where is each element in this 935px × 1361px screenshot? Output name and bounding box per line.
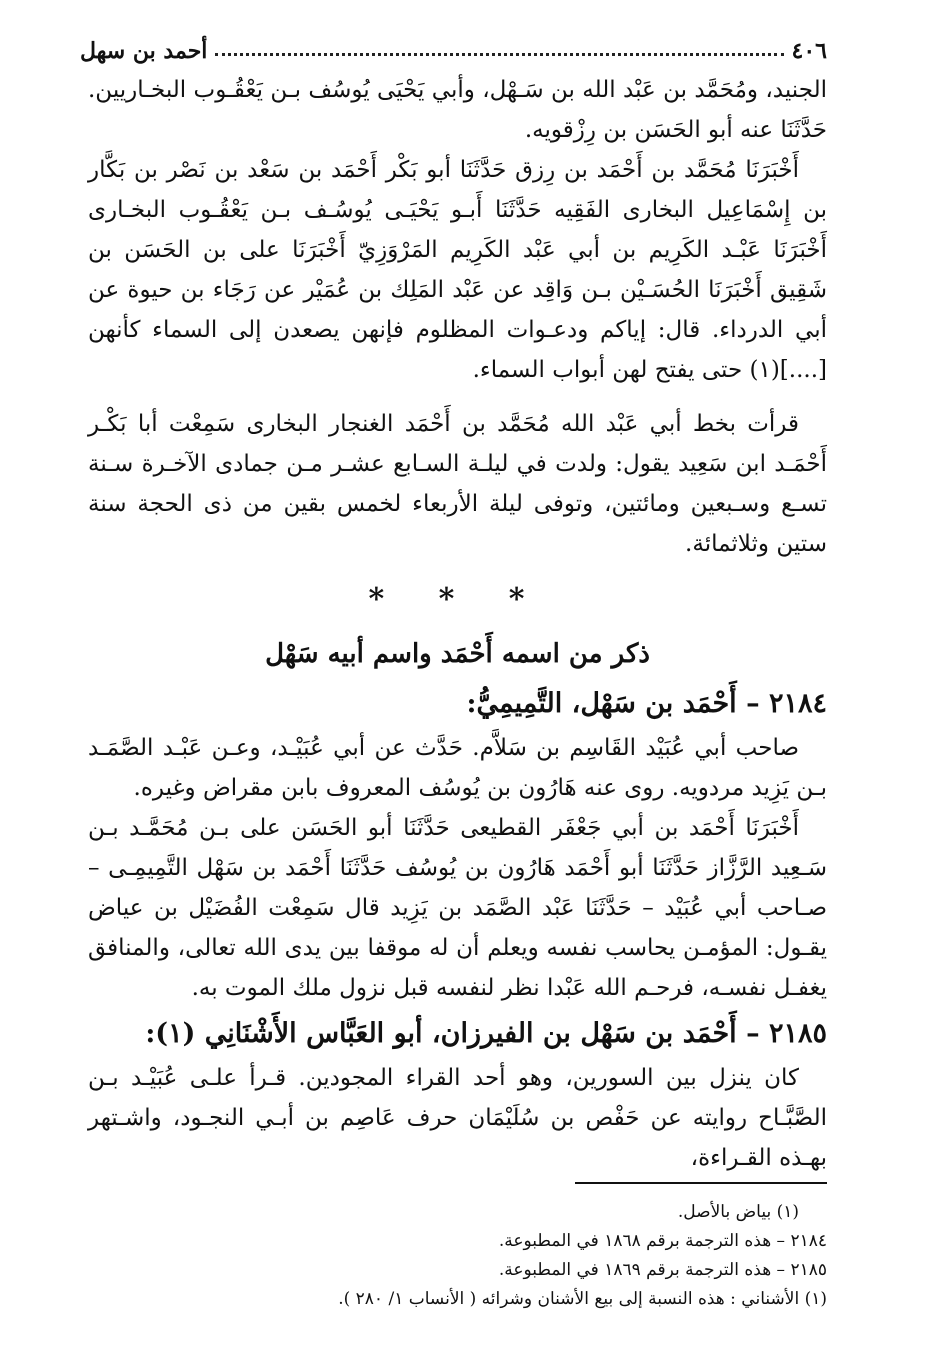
paragraph: أَخْبَرَنَا أَحْمَد بن أبي جَعْفَر القطيعى حَدَّثَنَا أبو الحَسَن على بـن مُحَمَّـد بـن سَـعِيد الرَّزَّاز حَدَّثَنَا أبو أَحْمَد هَارُون بن يُوسُف حَدَّثَنَا أَحْمَد بن سَهْل التَّمِيمِـى – صـاحب أبي عُبَيْد – حَدَّثَنَا عَبْد الصَّمَد بن يَزِيد قال سَمِعْت الفُضَيْل بن عياض يقـول: المؤمـن يحاسب نفسه ويعلم أن له موقفا بين يدى الله تعالى، والمنافق يغفـل نفسـه، فرحـم الله عَبْدا نظر لنفسه قبل نزول ملك الموت به. xyxy=(88,815,827,1001)
paragraph: كان ينزل بين السورين، وهو أحد القراء المجودين. قـرأ علـى عُبَيْـد بـن الصَّبَّـاح روايته عن حَفْص بن سُلَيْمَان حرف عَاصِم بن أبـي النجـود، واشـتهر بهـذه القـراءة، xyxy=(88,1065,827,1171)
page-number: ٤٠٦ xyxy=(791,38,827,64)
paragraph: الجنيد، ومُحَمَّد بن عَبْد الله بن سَـهْل، وأبي يَحْيَى يُوسُف بـن يَعْقُـوب البخـاريين. حَدَّثَنَا عنه أبو الحَسَن بن رِزْقويه. xyxy=(88,77,827,143)
header-dot-leader xyxy=(215,53,783,56)
footnote: (١) بياض بالأصل. xyxy=(677,1202,799,1222)
entry-heading-2184: ٢١٨٤ – أَحْمَد بن سَهْل، التَّمِيمِيُّ: xyxy=(466,688,827,719)
paragraph: صاحب أبي عُبَيْد القَاسِم بن سَلاَّم. حَدَّث عن أبي عُبَيْـد، وعـن عَبْـد الصَّمَـد بـن يَزِيد مردويه. روى عنه هَارُون بن يُوسُف المعروف بابن مقراض وغيره. xyxy=(88,735,827,801)
running-title: أحمد بن سهل xyxy=(80,38,208,64)
page-header xyxy=(80,30,827,64)
footnote: (١) الأشناني : هذه النسبة إلى بيع الأشنان وشرائه ( الأنساب ١/ ٢٨٠ ). xyxy=(338,1289,827,1309)
section-divider-stars: * * * xyxy=(368,582,547,617)
footnote-separator xyxy=(575,1182,827,1184)
footnotes xyxy=(300,1198,827,1314)
entry-heading-2185: ٢١٨٥ – أَحْمَد بن سَهْل بن الفيرزان، أبو العَبَّاس الأَشْنَانِي (١): xyxy=(145,1018,827,1049)
main-text xyxy=(88,70,827,1178)
footnote: ٢١٨٤ – هذه الترجمة برقم ١٨٦٨ في المطبوعة. xyxy=(498,1231,827,1251)
footnote: ٢١٨٥ – هذه الترجمة برقم ١٨٦٩ في المطبوعة. xyxy=(498,1260,827,1280)
paragraph: قرأت بخط أبي عَبْد الله مُحَمَّد بن أَحْمَد الغنجار البخارى سَمِعْت أبا بَكْـر أَحْمَـد ابن سَعِيد يقول: ولدت في ليلـة السـابع عشـر مـن جمادى الآخـرة سـنة تسـع وسـبعين ومائتين، وتوفى ليلة الأربعاء لخمس بقين من ذى الحجة سنة ستين وثلاثمائة. xyxy=(88,411,827,557)
paragraph: أَخْبَرَنَا مُحَمَّد بن أَحْمَد بن رِزق حَدَّثَنَا أبو بَكْر أَحْمَد بن سَعْد بن نَصْر بن بَكَّار بن إِسْمَاعِيل البخارى الفَقِيه حَدَّثَنَا أَبـو يَحْيَـى يُوسُـف بـن يَعْقُـوب البخـارى أَخْبَرَنَا عَبْـد الكَرِيم بن أبي عَبْد الكَرِيم المَرْوَزِيّ أَخْبَرَنَا على بن الحَسَن بن شَقِيق أَخْبَرَنَا الحُسَـيْن بـن وَاقِد عن عَبْد المَلِك بن عُمَيْر عن رَجَاء بن حيوة عن أبي الدرداء. قال: إياكم ودعـوات المظلوم فإنهن يصعدن إلى السماء كأنهن [....](١) حتى يفتح لهن أبواب السماء. xyxy=(88,157,827,383)
section-title: ذكر من اسمه أَحْمَد واسم أبيه سَهْل xyxy=(265,639,650,669)
